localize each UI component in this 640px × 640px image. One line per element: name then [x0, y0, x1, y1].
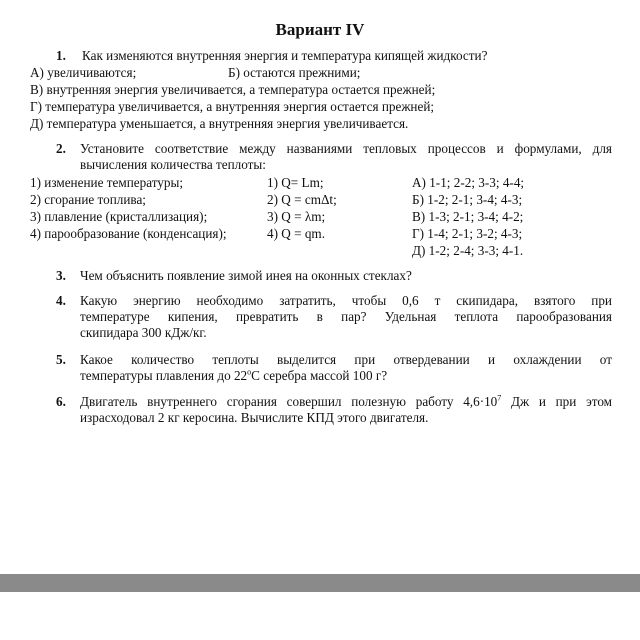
q2-answer-v: В) 1-3; 2-1; 3-4; 4-2; [412, 209, 524, 224]
q5-text [80, 352, 612, 384]
q4-text-line-3: скипидара 300 кДж/кг. [80, 325, 207, 340]
q2-text-line-1: Установите соответствие между названиями тепловых процессов и формулами, для [80, 141, 612, 156]
q6-line1-pre: Двигатель внутреннего сгорания совершил полезную работу 4,6·10 [80, 394, 498, 409]
q2-process-4: 4) парообразование (конденсация); [30, 226, 227, 241]
q6-line1-post: Дж и при этом [501, 394, 613, 409]
q4-number: 4. [56, 293, 66, 308]
q2-formula-1: 1) Q= Lm; [267, 175, 324, 190]
q4-text-line-1: Какую энергию необходимо затратить, чтобы 0,6 т скипидара, взятого при [80, 293, 612, 308]
q6-text-line-1 [80, 394, 612, 410]
q2-process-3: 3) плавление (кристаллизация); [30, 209, 208, 224]
q1-option-a: А) увеличиваются; [30, 65, 137, 80]
q3-text: Чем объяснить появление зимой инея на оконных стеклах? [80, 268, 412, 283]
q1-option-d: Д) температура уменьшается, а внутренняя энергия увеличивается. [30, 116, 409, 131]
q2-answer-b: Б) 1-2; 2-1; 3-4; 4-3; [412, 192, 523, 207]
q6-text-line-2: израсходовал 2 кг керосина. Вычислите КПД этого двигателя. [80, 410, 429, 425]
q5-line2-pre: температуры плавления до 22 [80, 368, 248, 383]
q6-text [80, 394, 612, 426]
bottom-gray-bar [0, 574, 640, 592]
q2-text-line-2: вычисления количества теплоты: [80, 157, 266, 172]
q2-answer-d: Д) 1-2; 2-4; 3-3; 4-1. [412, 243, 524, 258]
q5-degree-sup: о [247, 367, 252, 377]
q5-text-line-1: Какое количество теплоты выделится при отвердевании и охлаждении от [80, 352, 612, 367]
q2-text [80, 141, 612, 157]
q5-line2-post: С серебра массой 100 г? [251, 368, 388, 383]
q5-number: 5. [56, 352, 66, 367]
q2-number: 2. [56, 141, 66, 156]
q2-formula-2: 2) Q = cmΔt; [267, 192, 337, 207]
q2-answer-a: А) 1-1; 2-2; 3-3; 4-4; [412, 175, 525, 190]
q2-process-1: 1) изменение температуры; [30, 175, 184, 190]
q1-option-g: Г) температура увеличивается, а внутренняя энергия остается прежней; [30, 99, 435, 114]
q1-option-v: В) внутренняя энергия увеличивается, а температура остается прежней; [30, 82, 436, 97]
q5-text-line-2 [80, 368, 387, 383]
q1-number: 1. [56, 48, 66, 63]
q1-text: Как изменяются внутренняя энергия и температура кипящей жидкости? [82, 48, 488, 63]
q4-text [80, 293, 612, 341]
q4-text-line-2: температуре кипения, превратить в пар? Удельная теплота парообразования [80, 309, 612, 324]
q2-process-2: 2) сгорание топлива; [30, 192, 146, 207]
q6-number: 6. [56, 394, 66, 409]
page-title: Вариант IV [275, 20, 365, 39]
q1-option-b: Б) остаются прежними; [228, 65, 361, 80]
q3-number: 3. [56, 268, 66, 283]
q2-answer-g: Г) 1-4; 2-1; 3-2; 4-3; [412, 226, 523, 241]
q2-formula-3: 3) Q = λm; [267, 209, 326, 224]
q6-exponent-sup: 7 [497, 393, 502, 403]
q2-formula-4: 4) Q = qm. [267, 226, 325, 241]
